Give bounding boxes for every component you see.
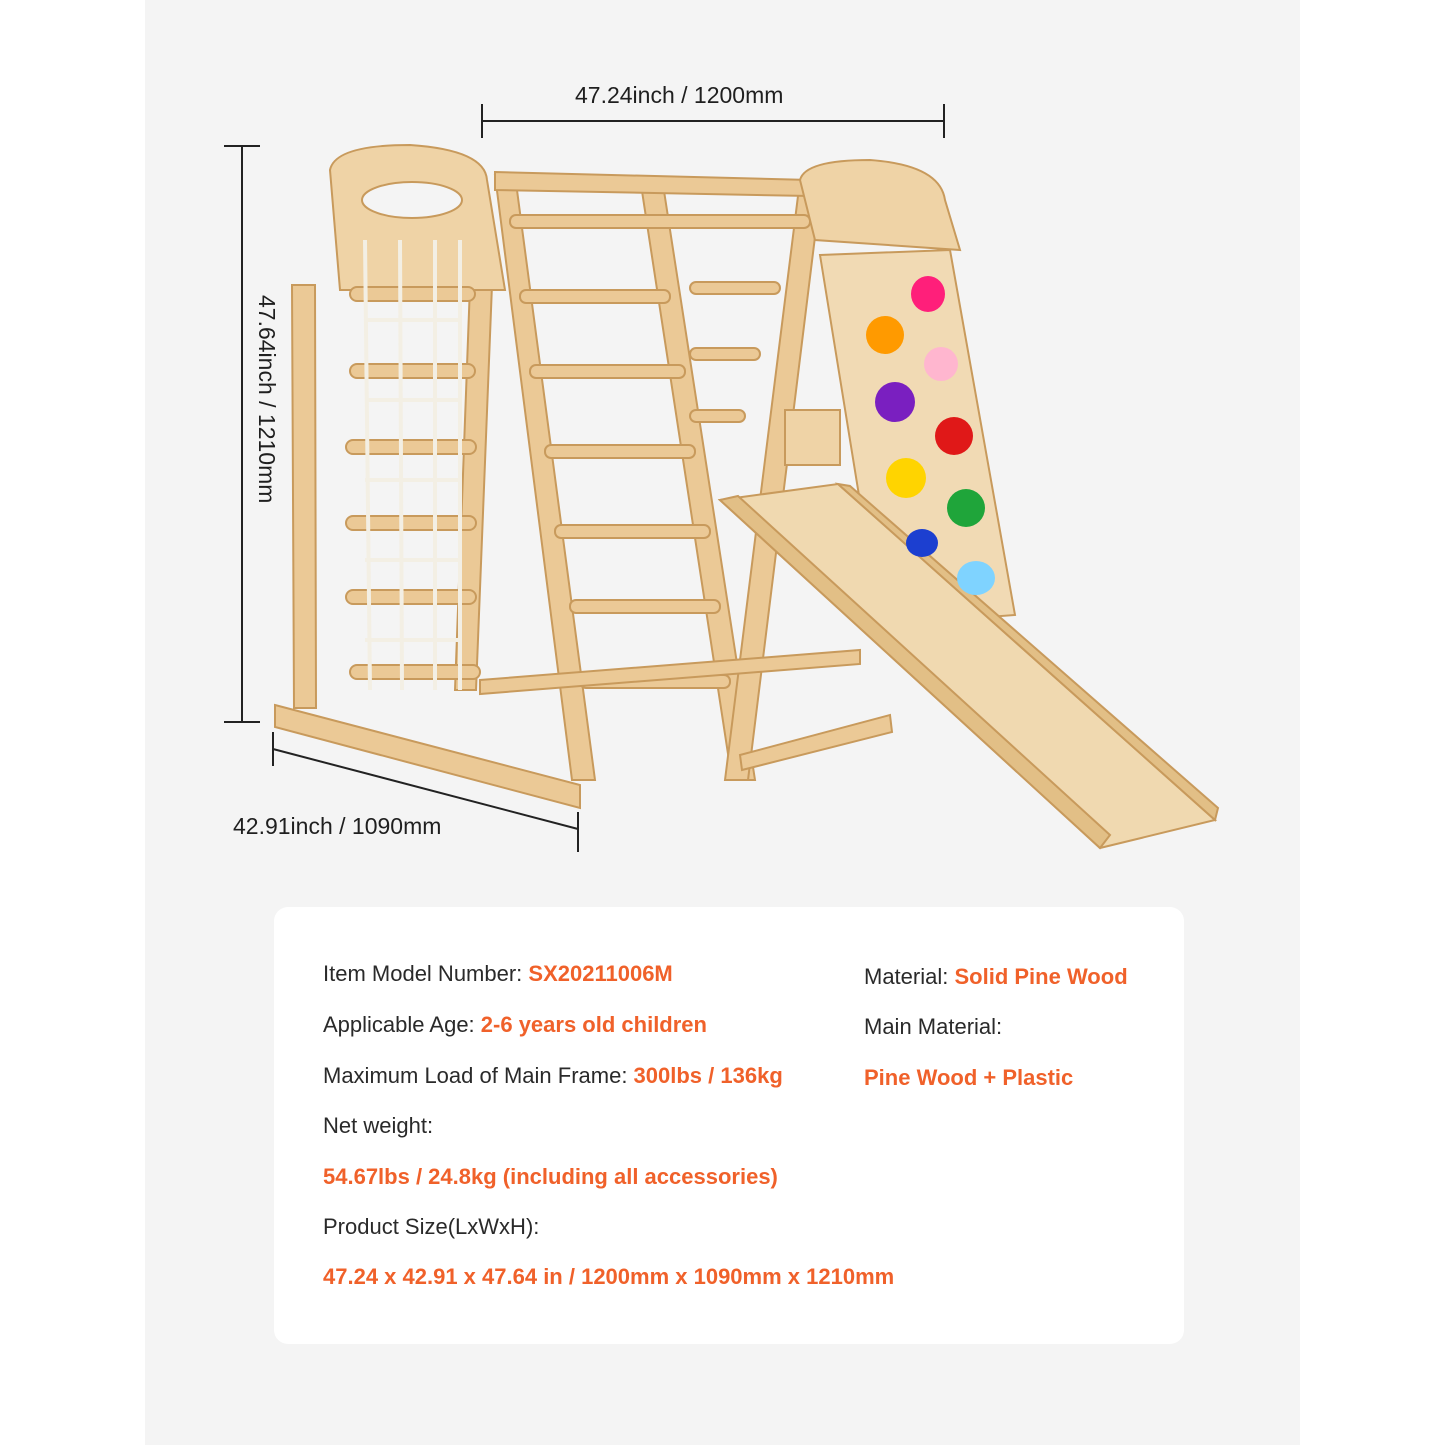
climbing-hold-icon: [911, 276, 945, 312]
product-size-label: Product Size(LxWxH):: [323, 1214, 540, 1239]
climbing-hold-icon: [886, 458, 926, 498]
model-number-row: [323, 961, 673, 987]
product-size-value: 47.24 x 42.91 x 47.64 in / 1200mm x 1090mm x 1210mm: [323, 1264, 895, 1289]
climbing-hold-icon: [957, 561, 995, 595]
climbing-hold-icon: [947, 489, 985, 527]
width-dimension-label: 47.24inch / 1200mm: [575, 82, 784, 108]
net-weight-label: Net weight:: [323, 1113, 434, 1138]
height-dimension-label: 47.64inch / 1210mm: [254, 295, 280, 504]
climbing-hold-icon: [906, 529, 938, 557]
applicable-age-label: Applicable Age:: [323, 1012, 481, 1037]
max-load-value: 300lbs / 136kg: [633, 1063, 783, 1088]
material-value: Solid Pine Wood: [954, 964, 1128, 989]
net-weight-value: 54.67lbs / 24.8kg (including all accessories): [323, 1164, 778, 1189]
material-row: [864, 964, 1128, 990]
depth-dimension-label: 42.91inch / 1090mm: [233, 813, 442, 839]
applicable-age-row: [323, 1012, 707, 1038]
climbing-hold-icon: [935, 417, 973, 455]
climbing-frame: [275, 145, 1218, 848]
climbing-hold-icon: [866, 316, 904, 354]
max-load-label: Maximum Load of Main Frame:: [323, 1063, 634, 1088]
climbing-hold-icon: [875, 382, 915, 422]
applicable-age-value: 2-6 years old children: [480, 1012, 707, 1037]
max-load-row: [323, 1063, 783, 1089]
model-number-value: SX20211006M: [528, 961, 673, 986]
main-material-value: Pine Wood + Plastic: [864, 1065, 1074, 1090]
climbing-hold-icon: [924, 347, 958, 381]
material-label: Material:: [864, 964, 955, 989]
model-number-label: Item Model Number:: [323, 961, 529, 986]
width-dimension-line: [482, 104, 944, 138]
main-material-label: Main Material:: [864, 1014, 1003, 1039]
